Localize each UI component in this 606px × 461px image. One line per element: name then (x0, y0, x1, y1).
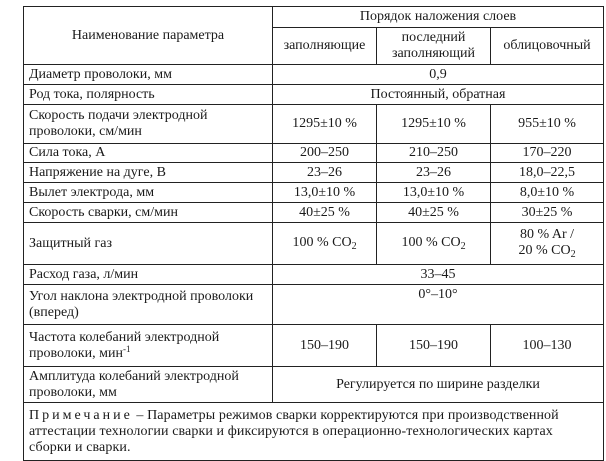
value-last-fill (377, 223, 491, 265)
param-value-span: 0°–10° (273, 285, 604, 325)
gas-text: 20 % CO (518, 243, 571, 258)
param-name: Скорость сварки, см/мин (24, 203, 273, 223)
note-cell (24, 403, 604, 461)
value-fill: 1295±10 % (273, 105, 377, 144)
subscript: 2 (570, 249, 576, 260)
param-name (24, 325, 273, 367)
param-value-span: Постоянный, обратная (273, 85, 604, 105)
value-facing: 955±10 % (491, 105, 604, 144)
value-last-fill: 150–190 (377, 325, 491, 367)
param-name: Род тока, полярность (24, 85, 273, 105)
table-row (24, 105, 604, 144)
gas-text: 100 % CO (401, 235, 461, 250)
table-row (24, 163, 604, 183)
value-last-fill: 23–26 (377, 163, 491, 183)
value-fill (273, 223, 377, 265)
table-row (24, 144, 604, 163)
subscript: 2 (460, 241, 466, 252)
value-fill: 150–190 (273, 325, 377, 367)
param-name: Напряжение на дуге, В (24, 163, 273, 183)
value-fill: 13,0±10 % (273, 183, 377, 203)
gas-text: 100 % CO (292, 235, 352, 250)
table-row (24, 223, 604, 265)
param-name: Вылет электрода, мм (24, 183, 273, 203)
gas-mix-line-2 (496, 243, 598, 260)
value-facing: 100–130 (491, 325, 604, 367)
value-fill: 23–26 (273, 163, 377, 183)
param-value-span: 0,9 (273, 65, 604, 85)
param-name: Скорость подачи электродной проволоки, см/мин (24, 105, 273, 144)
col-fill-header: заполняющие (273, 28, 377, 65)
value-facing: 8,0±10 % (491, 183, 604, 203)
note-row (24, 403, 604, 461)
value-fill: 200–250 (273, 144, 377, 163)
param-name: Защитный газ (24, 223, 273, 265)
table-row (24, 65, 604, 85)
param-name-text: Частота колебаний электродной проволоки, мин (29, 329, 220, 361)
gas-mix-line-1: 80 % Ar / (519, 227, 575, 242)
header-row-1 (24, 7, 604, 28)
table-row (24, 325, 604, 367)
table-row (24, 367, 604, 403)
value-last-fill: 1295±10 % (377, 105, 491, 144)
superscript: -1 (122, 343, 131, 354)
param-name: Амплитуда колебаний электродной проволоки, мм (24, 367, 273, 403)
table-row (24, 285, 604, 325)
param-value-span: Регулируется по ширине разделки (273, 367, 604, 403)
param-name: Сила тока, А (24, 144, 273, 163)
value-last-fill: 210–250 (377, 144, 491, 163)
param-value-span: 33–45 (273, 265, 604, 285)
param-name: Диаметр проволоки, мм (24, 65, 273, 85)
layer-order-header: Порядок наложения слоев (273, 7, 604, 28)
col-facing-header: облицовочный (491, 28, 604, 65)
value-facing: 18,0–22,5 (491, 163, 604, 183)
table-row (24, 203, 604, 223)
note-label: Примечание (29, 407, 133, 423)
col-last-fill-header: последний заполняющий (377, 28, 491, 65)
param-name: Расход газа, л/мин (24, 265, 273, 285)
value-last-fill: 40±25 % (377, 203, 491, 223)
param-name: Угол наклона электродной проволоки (вперед) (24, 285, 273, 325)
table-row (24, 85, 604, 105)
note-text: – Параметры режимов сварки корректируются при производственной аттестации технологии сварки и фиксируются в операционно-технологических картах сборки и сварки. (29, 407, 559, 455)
value-facing: 170–220 (491, 144, 604, 163)
value-facing: 30±25 % (491, 203, 604, 223)
table-row (24, 265, 604, 285)
table-row (24, 183, 604, 203)
welding-parameters-table (23, 6, 604, 461)
value-last-fill: 13,0±10 % (377, 183, 491, 203)
subscript: 2 (351, 241, 357, 252)
value-facing (491, 223, 604, 265)
value-fill: 40±25 % (273, 203, 377, 223)
param-name-header: Наименование параметра (24, 7, 273, 65)
